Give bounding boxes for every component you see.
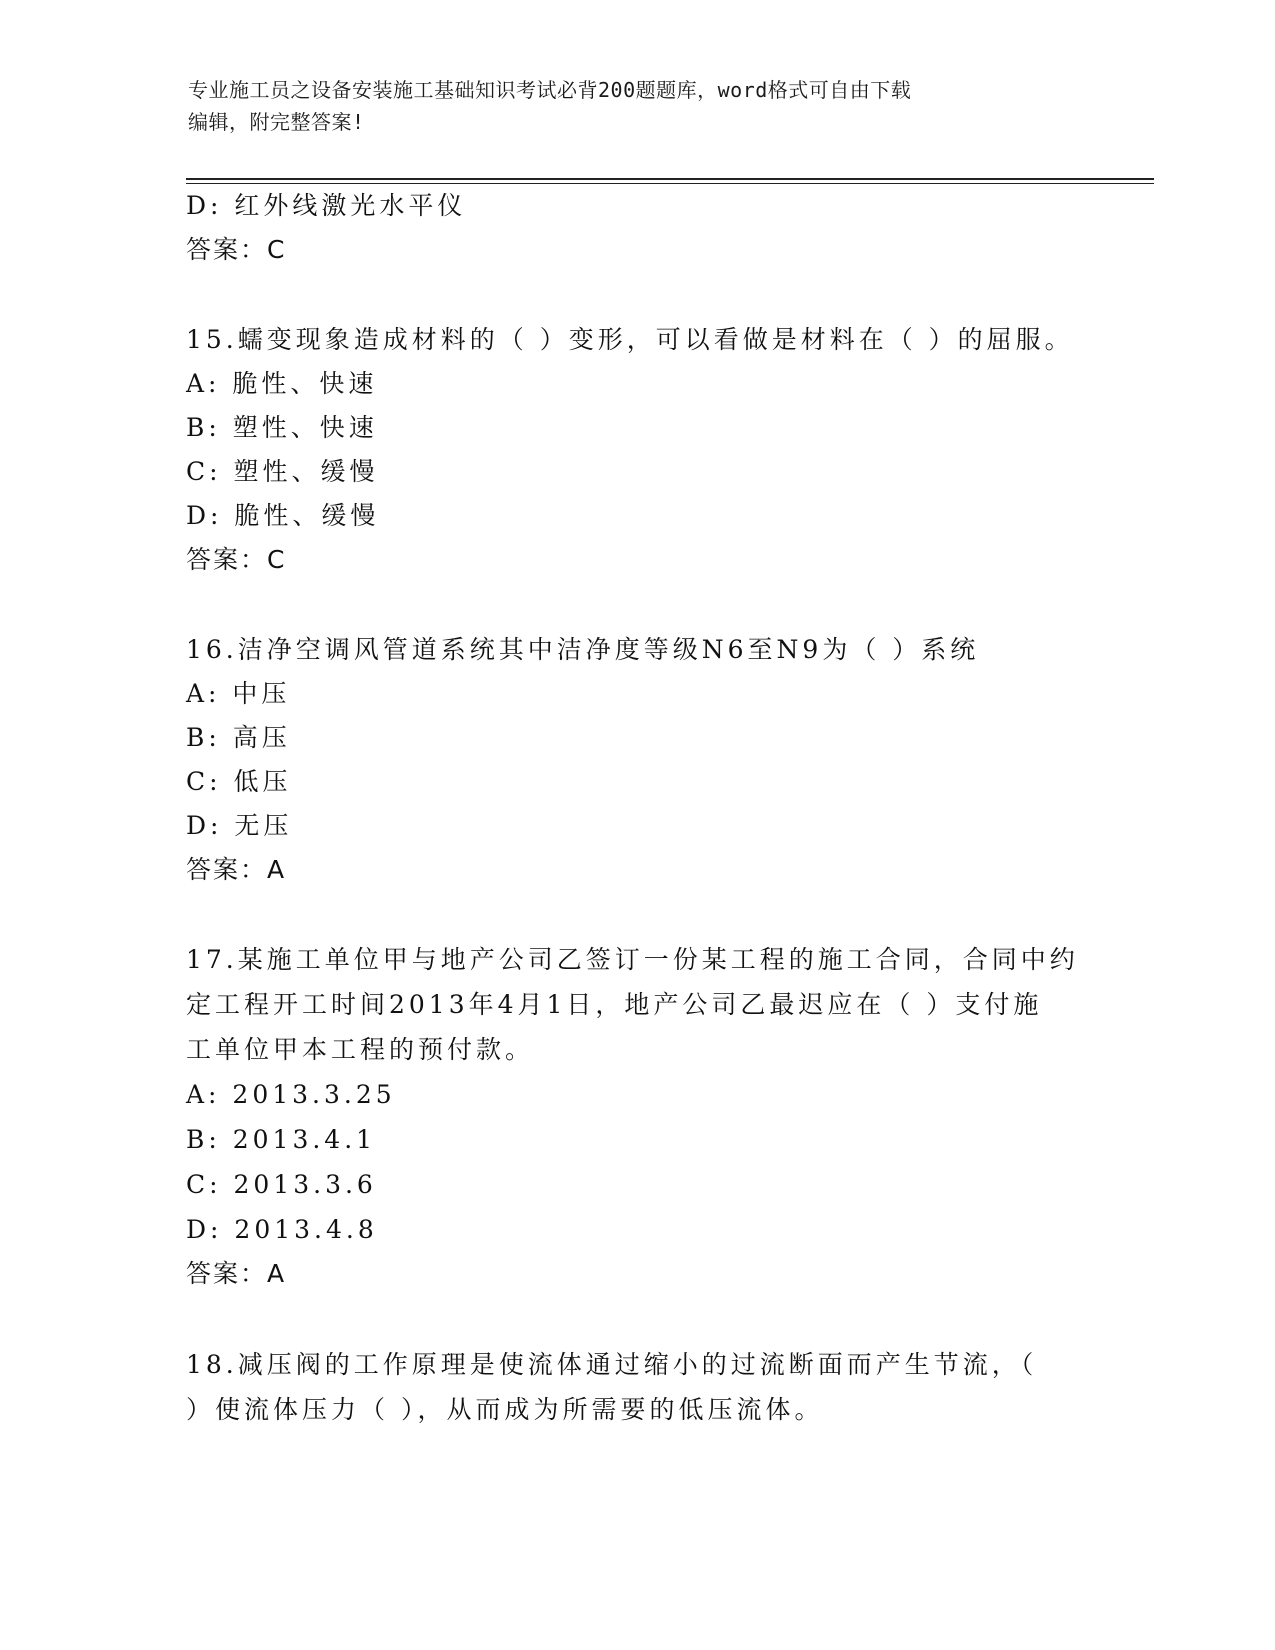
q16-option-b: B: 高压 [186,723,291,752]
header-divider-thin [186,183,1154,184]
q15-stem: 15.蠕变现象造成材料的（ ）变形，可以看做是材料在（ ）的屈服。 [186,325,1074,354]
q15-option-c: C: 塑性、缓慢 [186,457,379,486]
header-line-1: 专业施工员之设备安装施工基础知识考试必背200题题库，word格式可自由下载 [188,78,912,102]
q17-stem-line-3: 工单位甲本工程的预付款。 [186,1035,535,1064]
q17-option-d: D: 2013.4.8 [186,1215,378,1244]
document-header [188,74,1088,138]
q15-option-d: D: 脆性、缓慢 [186,501,380,530]
q15-answer: 答案：C [186,545,287,574]
q18-stem-line-2: ）使流体压力（ ），从而成为所需要的低压流体。 [186,1395,824,1424]
q18-stem-line-1: 18.减压阀的工作原理是使流体通过缩小的过流断面而产生节流，（ [186,1350,1038,1379]
q16-option-d: D: 无压 [186,811,293,840]
q17-option-a: A: 2013.3.25 [186,1080,396,1109]
q16-answer: 答案：A [186,855,287,884]
header-line-2: 编辑，附完整答案! [188,110,365,134]
q17-stem-line-2: 定工程开工时间2013年4月1日，地产公司乙最迟应在（ ）支付施 [186,990,1043,1019]
q14-answer: 答案：C [186,235,287,264]
q16-stem: 16.洁净空调风管道系统其中洁净度等级N6至N9为（ ）系统 [186,635,980,664]
q16-option-c: C: 低压 [186,767,292,796]
q16-option-a: A: 中压 [186,679,291,708]
header-divider-thick [186,178,1154,180]
q14-option-d: D: 红外线激光水平仪 [186,191,467,220]
q17-stem-line-1: 17.某施工单位甲与地产公司乙签订一份某工程的施工合同，合同中约 [186,945,1079,974]
q15-option-a: A: 脆性、快速 [186,369,378,398]
q17-option-c: C: 2013.3.6 [186,1170,377,1199]
q15-option-b: B: 塑性、快速 [186,413,378,442]
q17-answer: 答案：A [186,1259,287,1288]
q17-option-b: B: 2013.4.1 [186,1125,377,1154]
